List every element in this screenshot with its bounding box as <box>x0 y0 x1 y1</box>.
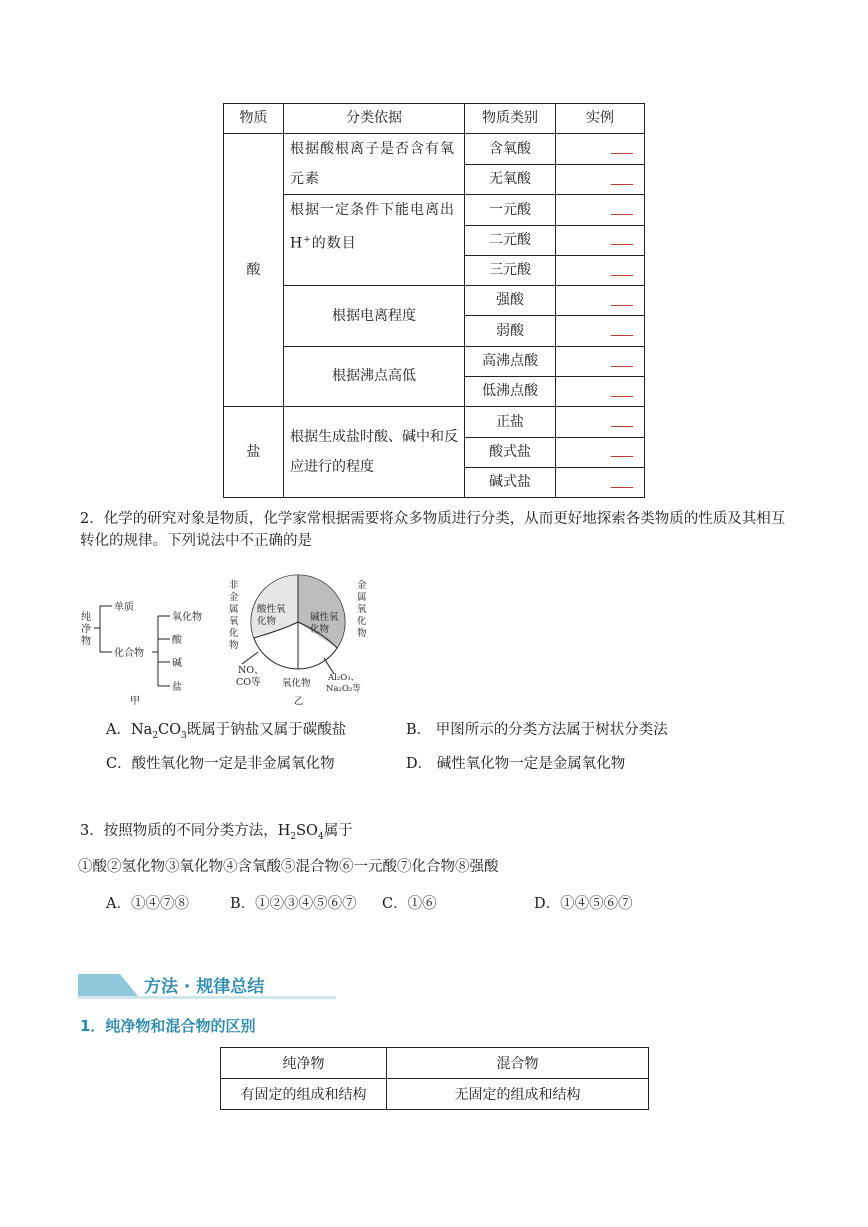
example-blank[interactable] <box>556 134 645 165</box>
pie-acidic-oxide-label: 酸性氧化物 <box>257 604 286 627</box>
table-row <box>224 286 645 316</box>
example-blank[interactable] <box>556 225 645 255</box>
question-2-stem: 2．化学的研究对象是物质，化学家常根据需要将众多物质进行分类，从而更好地探索各类物质的性质及其相互转化的规律。下列说法中不正确的是 <box>80 511 786 549</box>
header-cell: 物质类别 <box>465 104 556 134</box>
basis-cell: 根据酸根离子是否含有氧元素 <box>284 134 465 195</box>
category-cell: 含氧酸 <box>465 134 556 165</box>
q2-option-c[interactable]: C．酸性氧化物一定是非金属氧化物 <box>106 756 335 772</box>
pie-al-na-label: Al₂O₃、 Na₂O₂等 <box>326 673 361 694</box>
category-cell: 弱酸 <box>465 316 556 346</box>
category-cell: 低沸点酸 <box>465 377 556 407</box>
q3-option-d[interactable]: D．①④⑤⑥⑦ <box>534 896 633 912</box>
pure-vs-mixture-table <box>220 1047 649 1110</box>
q3-option-a[interactable]: A．①④⑦⑧ <box>106 896 189 912</box>
pie-no-co-label: NO、 CO等 <box>236 665 264 688</box>
example-blank[interactable] <box>556 255 645 285</box>
tree-caption: 甲 <box>130 696 140 705</box>
section-banner <box>78 970 336 1000</box>
basis-cell: 根据一定条件下能电离出 H+的数目 <box>284 195 465 286</box>
pie-metal-oxide-label: 金属氧化物 <box>357 580 367 639</box>
q2-option-d[interactable]: D． 碱性氧化物一定是金属氧化物 <box>406 756 626 772</box>
tree-node-oxide: 氧化物 <box>172 612 202 623</box>
tree-node-acid: 酸 <box>172 635 182 646</box>
salt-label: 盐 <box>224 407 284 498</box>
table-cell: 有固定的组成和结构 <box>221 1079 387 1110</box>
table-header-row <box>224 104 645 134</box>
q2-option-a[interactable]: A．$Na_2CO_3$既属于钠盐又属于碳酸盐 <box>106 722 347 741</box>
classification-tree-diagram <box>76 590 216 705</box>
table-cell: 无固定的组成和结构 <box>387 1079 649 1110</box>
category-cell: 一元酸 <box>465 195 556 225</box>
basis-cell: 根据电离程度 <box>284 286 465 347</box>
example-blank[interactable] <box>556 164 645 195</box>
table-row <box>224 134 645 165</box>
example-blank[interactable] <box>556 316 645 346</box>
category-cell: 强酸 <box>465 286 556 316</box>
tree-node-compound: 化合物 <box>114 648 144 659</box>
pie-nonmetal-oxide-label: 非金属氧化物 <box>229 580 239 651</box>
pie-caption: 乙 <box>294 696 304 706</box>
header-cell: 分类依据 <box>284 104 465 134</box>
header-cell: 纯净物 <box>221 1048 387 1079</box>
tree-node-elemental: 单质 <box>114 602 134 613</box>
q2-option-b[interactable]: B． 甲图所示的分类方法属于树状分类法 <box>406 722 668 738</box>
q3-option-b[interactable]: B．①②③④⑤⑥⑦ <box>230 896 357 912</box>
acid-label: 酸 <box>224 134 284 407</box>
table-row <box>224 346 645 376</box>
table-row <box>224 195 645 225</box>
table-row <box>224 407 645 437</box>
header-cell: 混合物 <box>387 1048 649 1079</box>
example-blank[interactable] <box>556 346 645 376</box>
pie-basic-oxide-label: 碱性氧化物 <box>310 612 339 635</box>
category-cell: 无氧酸 <box>465 164 556 195</box>
table-header-row <box>221 1048 649 1079</box>
category-cell: 正盐 <box>465 407 556 437</box>
tree-node-salt: 盐 <box>172 682 182 693</box>
example-blank[interactable] <box>556 286 645 316</box>
tree-node-base: 碱 <box>172 658 182 669</box>
example-blank[interactable] <box>556 467 645 497</box>
category-cell: 高沸点酸 <box>465 346 556 376</box>
section-subheading: 1．纯净物和混合物的区别 <box>80 1017 256 1035</box>
category-cell: 二元酸 <box>465 225 556 255</box>
basis-cell: 根据生成盐时酸、碱中和反应进行的程度 <box>284 407 465 498</box>
header-cell: 实例 <box>556 104 645 134</box>
question-3-items: ①酸②氢化物③氧化物④含氧酸⑤混合物⑥一元酸⑦化合物⑧强酸 <box>78 859 499 875</box>
category-cell: 酸式盐 <box>465 437 556 467</box>
pie-bottom-label: 氧化物 <box>282 678 311 689</box>
basis-cell: 根据沸点高低 <box>284 346 465 407</box>
question-3-stem: 3．按照物质的不同分类方法，$H_2SO_4$属于 <box>80 823 353 842</box>
classification-table <box>223 103 645 498</box>
example-blank[interactable] <box>556 377 645 407</box>
header-cell: 物质 <box>224 104 284 134</box>
tree-root-label: 纯净物 <box>81 612 91 647</box>
section-title: 方法 · 规律总结 <box>144 977 265 997</box>
table-row <box>221 1079 649 1110</box>
q3-option-c[interactable]: C．①⑥ <box>382 896 437 912</box>
example-blank[interactable] <box>556 437 645 467</box>
example-blank[interactable] <box>556 407 645 437</box>
category-cell: 碱式盐 <box>465 467 556 497</box>
oxide-classification-pie <box>224 574 374 706</box>
category-cell: 三元酸 <box>465 255 556 285</box>
example-blank[interactable] <box>556 195 645 225</box>
